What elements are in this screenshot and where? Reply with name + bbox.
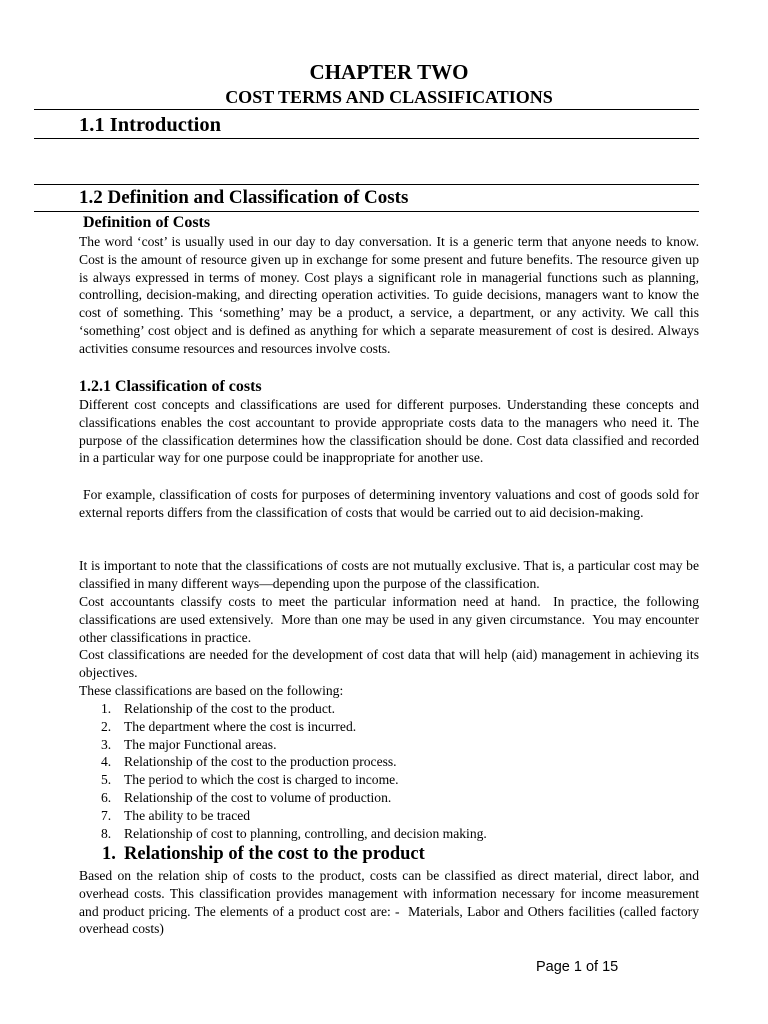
heading-text: Relationship of the cost to the product: [124, 844, 425, 864]
heading-number: 1.: [102, 844, 116, 864]
paragraph-classification-needed: Cost classifications are needed for the development of cost data that will help (aid) management in achieving its objectives.: [79, 647, 699, 680]
list-item: 8. Relationship of cost to planning, controlling, and decision making.: [101, 825, 487, 841]
section-heading-introduction: 1.1 Introduction: [79, 114, 222, 136]
subheading-definition-of-costs: Definition of Costs: [83, 214, 211, 231]
paragraph-list-intro: These classifications are based on the following:: [79, 683, 344, 698]
paragraph-classification-not-exclusive: It is important to note that the classifications of costs are not mutually exclusive. That is, a particular cost may be classified in many different ways—depending upon the purpose of the classification.: [79, 558, 699, 591]
divider-rule: [34, 184, 699, 185]
paragraph-definition: The word ‘cost’ is usually used in our day to day conversation. It is a generic term that anyone needs to know. Cost is the amount of resource given up in exchange for some present and future benefits. The resource given up is always expressed in terms of money. Cost plays a significant role in managerial functions such as planning, controlling, decision-making, and directing operation activities. To guide decisions, managers want to know the cost of something. This ‘something’ may be a product, a service, a department, or any activity. We call this ‘something’ cost object and is defined as anything for which a separate measurement of cost is desired. Always activities consume resources and resources involve costs.: [79, 234, 699, 356]
paragraph-classification-purposes: Different cost concepts and classifications are used for different purposes. Understanding these concepts and classifications enables the cost accountant to provide appropriate costs data to the managers who need it. The purpose of the classification determines how the classification should be done. Cost data classified and recorded in a particular way for one purpose could be inappropriate for another use.: [79, 397, 699, 466]
paragraph-classification-practice: Cost accountants classify costs to meet the particular information need at hand. In practice, the following classifications are used extensively. More than one may be used in any given circumstance. You may encounter other classifications in practice.: [79, 594, 699, 645]
list-item: 1. Relationship of the cost to the product.: [101, 701, 336, 716]
chapter-title: CHAPTER TWO: [309, 60, 469, 84]
divider-rule: [34, 109, 699, 110]
list-item: 6. Relationship of the cost to volume of production.: [101, 789, 392, 805]
paragraph-classification-example: For example, classification of costs for purposes of determining inventory valuations and cost of goods sold for external reports differs from the classification of costs that would be carried out to aid decision-making.: [79, 487, 699, 520]
list-item: 4. Relationship of the cost to the production process.: [101, 754, 397, 770]
divider-rule: [34, 138, 699, 139]
page-number: Page 1 of 15: [536, 959, 619, 975]
classification-bases-list: [79, 700, 699, 842]
list-item: 2. The department where the cost is incurred.: [101, 718, 357, 734]
list-item: 7. The ability to be traced: [101, 807, 251, 823]
section-heading-definition-classification: 1.2 Definition and Classification of Costs: [79, 187, 409, 208]
list-item: 5. The period to which the cost is charged to income.: [101, 772, 399, 788]
subheading-classification-of-costs: 1.2.1 Classification of costs: [79, 378, 262, 395]
paragraph-relationship: Based on the relation ship of costs to the product, costs can be classified as direct material, direct labor, and overhead costs. This classification provides management with information necessary for income measurement and product pricing. The elements of a product cost are: - Materials, Labor and Others facilities (called factory overhead costs): [79, 868, 699, 937]
list-item: 3. The major Functional areas.: [101, 736, 277, 752]
chapter-subtitle: COST TERMS AND CLASSIFICATIONS: [225, 87, 553, 107]
divider-rule: [34, 211, 699, 212]
